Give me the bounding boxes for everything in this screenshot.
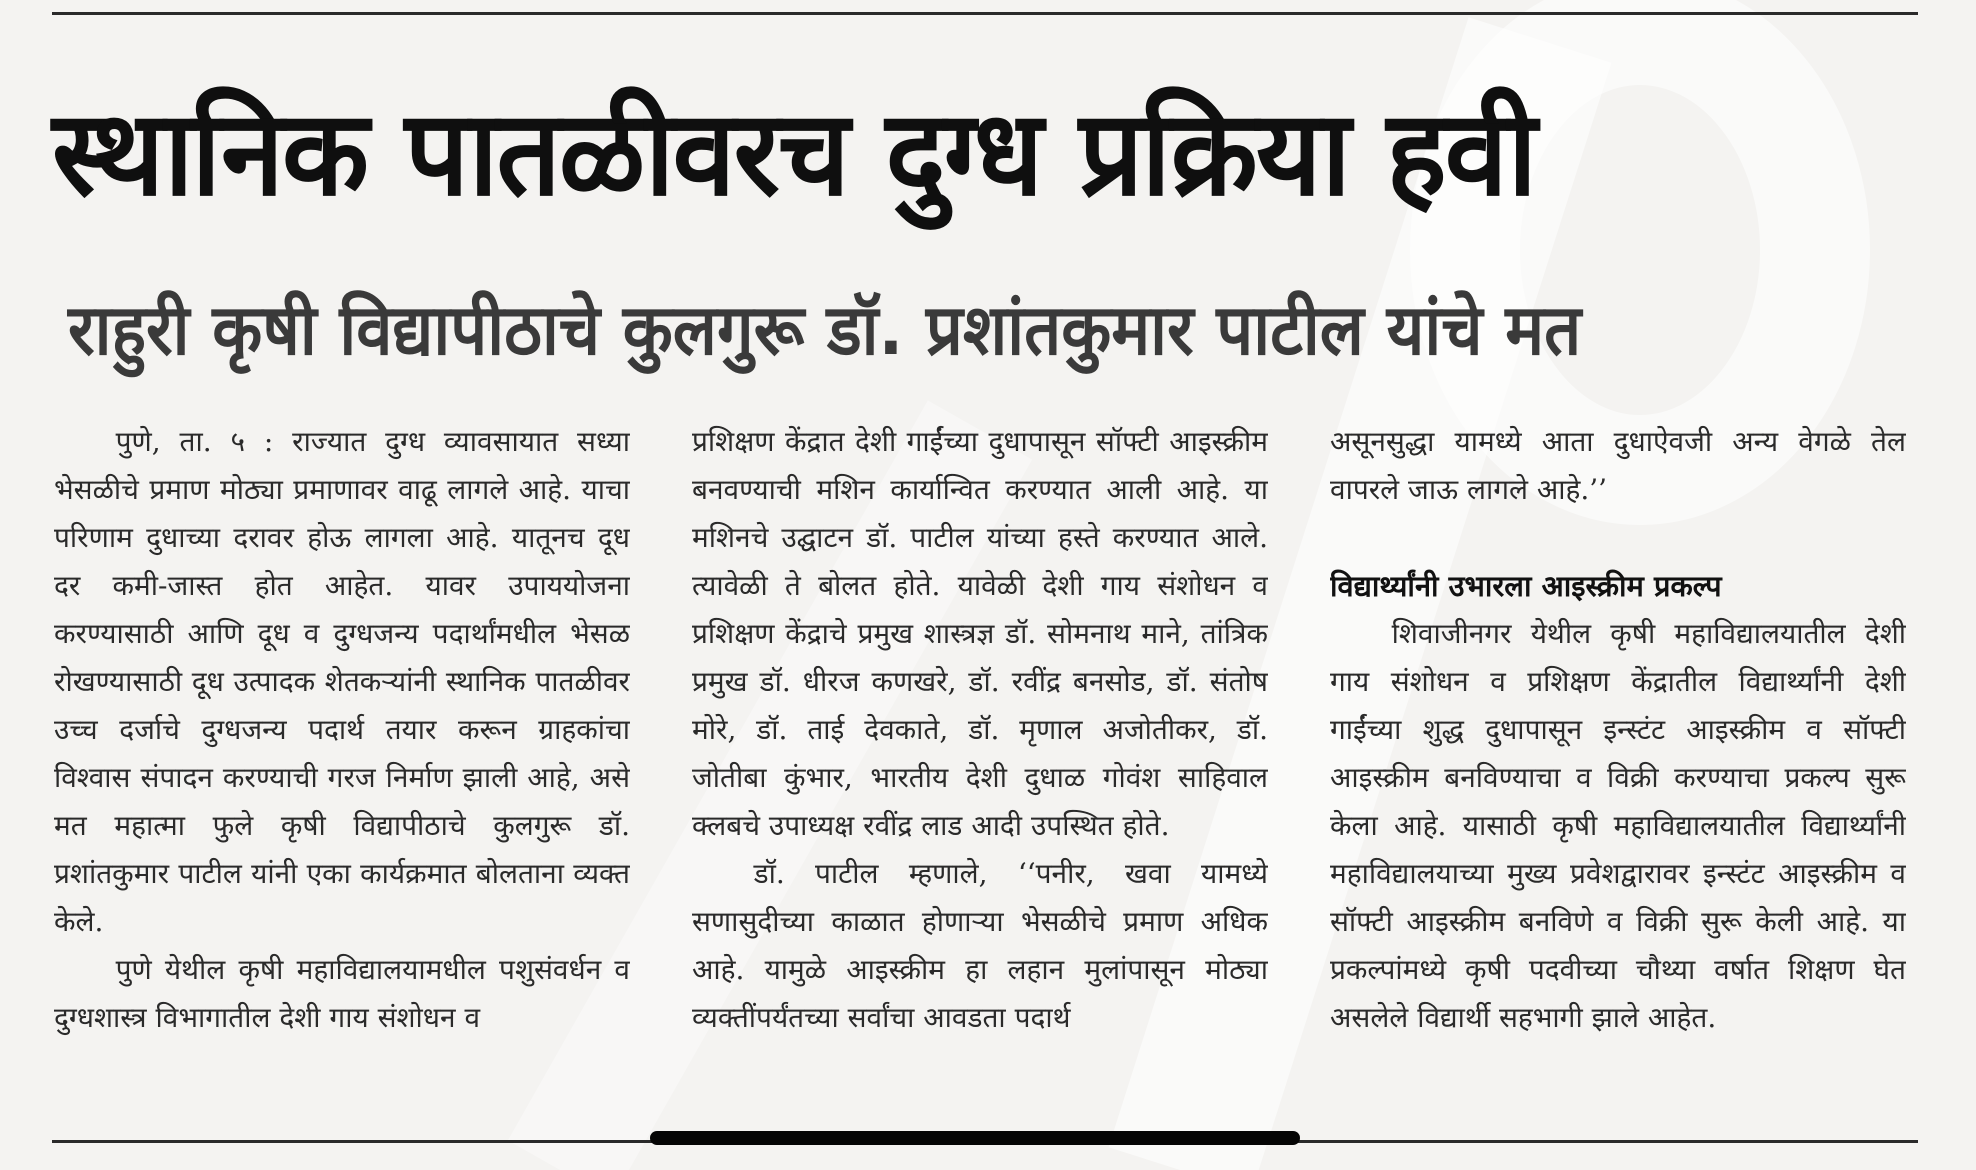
paragraph: असूनसुद्धा यामध्ये आता दुधाऐवजी अन्य वेगळे तेल वापरले जाऊ लागले आहे.’’ [1330, 425, 1906, 506]
subheadline: राहुरी कृषी विद्यापीठाचे कुलगुरू डॉ. प्रशांतकुमार पाटील यांचे मत [68, 289, 1582, 371]
paragraph: प्रशिक्षण केंद्रात देशी गाईंच्या दुधापासून सॉफ्टी आइस्क्रीम बनवण्याची मशिन कार्यान्वित करण्यात आली आहे. या मशिनचे उद्घाटन डॉ. पाटील यांच्या हस्ते करण्यात आले. त्यावेळी ते बोलत होते. यावेळी देशी गाय संशोधन व प्रशिक्षण केंद्राचे प्रमुख शास्त्रज्ञ डॉ. सोमनाथ माने, तांत्रिक प्रमुख डॉ. धीरज कणखरे, डॉ. रवींद्र बनसोड, डॉ. संतोष मोरे, डॉ. ताई देवकाते, डॉ. मृणाल अजोतीकर, डॉ. जोतीबा कुंभार, भारतीय देशी दुधाळ गोवंश साहिवाल क्लबचे उपाध्यक्ष रवींद्र लाड आदी उपस्थित होते. [692, 425, 1268, 842]
paragraph: शिवाजीनगर येथील कृषी महाविद्यालयातील देशी गाय संशोधन व प्रशिक्षण केंद्रातील विद्यार्थ्यांनी देशी गाईंच्या शुद्ध दुधापासून इन्स्टंट आइस्क्रीम व सॉफ्टी आइस्क्रीम बनविण्याचा व विक्री करण्याचा प्रकल्प सुरू केला आहे. यासाठी कृषी महाविद्यालयातील विद्यार्थ्यांनी महाविद्यालयाच्या मुख्य प्रवेशद्वारावर इन्स्टंट आइस्क्रीम व सॉफ्टी आइस्क्रीम बनविणे व विक्री सुरू केली आहे. या प्रकल्पांमध्ये कृषी पदवीच्या चौथ्या वर्षात शिक्षण घेत असलेले विद्यार्थी सहभागी झाले आहेत. [1330, 617, 1906, 1034]
top-rule [52, 12, 1918, 15]
article-column-3 [1330, 418, 1906, 1118]
paragraph: डॉ. पाटील म्हणाले, ‘‘पनीर, खवा यामध्ये सणासुदीच्या काळात होणाऱ्या भेसळीचे प्रमाण अधिक आहे. यामुळे आइस्क्रीम हा लहान मुलांपासून मोठ्या व्यक्तींपर्यंतच्या सर्वांचा आवडता पदार्थ [692, 857, 1268, 1034]
horizontal-scrollbar[interactable] [650, 1131, 1300, 1145]
section-subheading: विद्यार्थ्यांनी उभारला आइस्क्रीम प्रकल्प [1330, 569, 1722, 603]
article-column-1 [54, 418, 630, 1118]
paragraph: पुणे येथील कृषी महाविद्यालयामधील पशुसंवर्धन व दुग्धशास्त्र विभागातील देशी गाय संशोधन व [54, 953, 630, 1034]
headline: स्थानिक पातळीवरच दुग्ध प्रक्रिया हवी [52, 84, 1536, 222]
paragraph: पुणे, ता. ५ : राज्यात दुग्ध व्यावसायात सध्या भेसळीचे प्रमाण मोठ्या प्रमाणावर वाढू लागले आहे. याचा परिणाम दुधाच्या दरावर होऊ लागला आहे. यातूनच दूध दर कमी-जास्त होत आहेत. यावर उपाययोजना करण्यासाठी आणि दूध व दुग्धजन्य पदार्थांमधील भेसळ रोखण्यासाठी दूध उत्पादक शेतकऱ्यांनी स्थानिक पातळीवर उच्च दर्जाचे दुग्धजन्य पदार्थ तयार करून ग्राहकांचा विश्वास संपादन करण्याची गरज निर्माण झाली आहे, असे मत महात्मा फुले कृषी विद्यापीठाचे कुलगुरू डॉ. प्रशांतकुमार पाटील यांनी एका कार्यक्रमात बोलताना व्यक्त केले. [54, 425, 630, 938]
article-column-2 [692, 418, 1268, 1118]
